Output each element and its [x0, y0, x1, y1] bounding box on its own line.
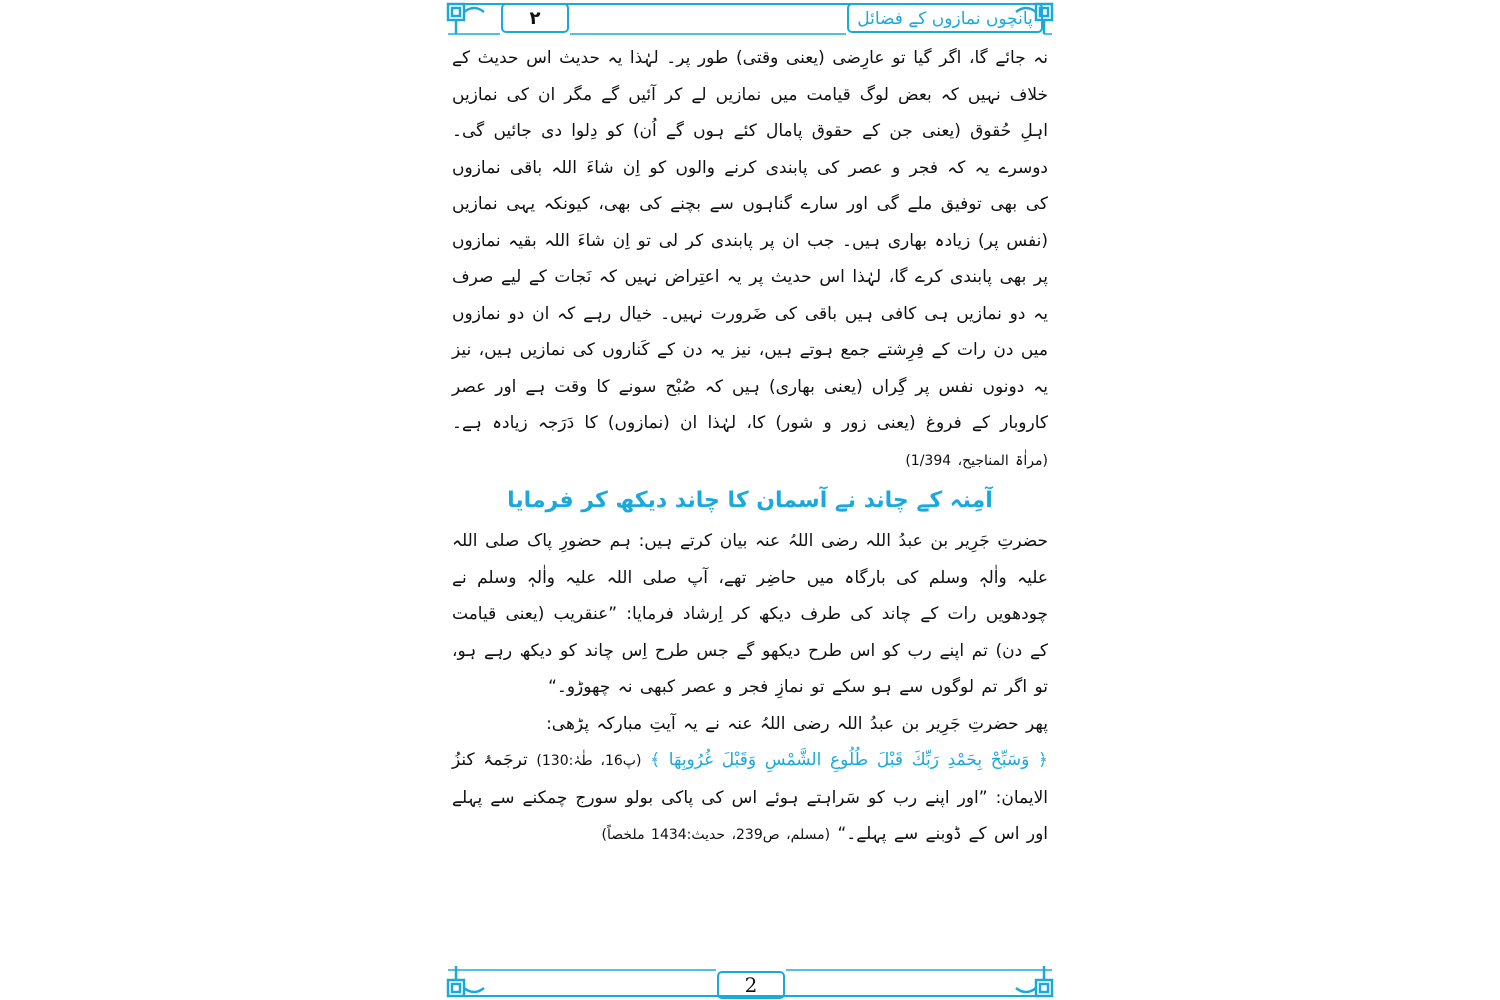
page-content [452, 40, 1048, 854]
header-title: پانچوں نمازوں کے فضائل [857, 8, 1033, 29]
paragraph-1 [452, 40, 1048, 479]
paragraph-3: پھر حضرتِ جَرِیر بن عبدُ اللہ رضی اللہُ عنہ نے یہ آیتِ مبارکہ پڑھی: [546, 713, 1048, 734]
translation-text: ”اور اپنے رب کو سَراہتے ہوئے اس کی پاکی بولو سورج چمکنے سے پہلے اور اس کے ڈوبنے سے پہلے۔“ [452, 787, 1048, 844]
footer-page-number: 2 [744, 973, 758, 997]
quran-reference: (پ16، طٰہٰ:130) [536, 753, 642, 769]
quran-verse-paragraph [452, 742, 1048, 854]
header-page-number: ۲ [529, 7, 541, 29]
translation-label: ترجَمۂ کنزُ الایمان: [452, 750, 1048, 808]
paragraph-1-reference: (مراٰۃ المناجیح، 1/394) [905, 452, 1048, 469]
quran-verse: ﴿ وَسَبِّحْ بِحَمْدِ رَبِّكَ قَبْلَ طُلُوعِ الشَّمْسِ وَقَبْلَ غُرُوبِهَا ﴾ [650, 750, 1048, 770]
paragraph-2: حضرتِ جَرِیر بن عبدُ اللہ رضی اللہُ عنہ بیان کرتے ہیں: ہم حضورِ پاک صلی اللہ علیہ واٰلہٖ وسلم کی بارگاہ میں حاضِر تھے، آپ صلی اللہ علیہ واٰلہٖ وسلم نے چودھویں رات کے چاند کی طرف دیکھ کر اِرشاد فرمایا: ”عنقریب (یعنی قیامت کے دن) تم اپنے رب کو اس طرح دیکھو گے جس طرح اِس چاند کو دیکھ رہے ہو، تو اگر تم لوگوں سے ہو سکے تو نمازِ فجر و عصر کبھی نہ چھوڑو۔“ [452, 531, 1048, 697]
translation-reference: (مسلم، ص239، حدیث:1434 ملخصاً) [601, 827, 831, 843]
paragraph-1-text: نہ جائے گا، اگر گیا تو عارِضی (یعنی وقتی) طور پر۔ لہٰذا یہ حدیث اس حدیث کے خلاف نہیں کہ بعض لوگ قیامت میں نمازیں لے کر آئیں گے مگر ان کی نمازیں اہلِ حُقوق (یعنی جن کے حقوق پامال کئے ہوں گے اُن) کو دِلوا دی جائیں گی۔ دوسرے یہ کہ فجر و عصر کی پابندی کرنے والوں کو اِن شاءَ اللہ باقی نمازوں کی بھی توفیق ملے گی اور سارے گناہوں سے بچنے کی بھی، کیونکہ یہی نمازیں (نفس پر) زیادہ بھاری ہیں۔ جب ان پر پابندی کر لی تو اِن شاءَ اللہ بقیہ نمازوں پر بھی پابندی کرے گا، لہٰذا اس حدیث پر یہ اعتِراض نہیں کہ نَجات کے لیے صرف یہ دو نمازیں ہی کافی ہیں باقی کی ضَرورت نہیں۔ خیال رہے کہ ان دو نمازوں میں دن رات کے فِرِشتے جمع ہوتے ہیں، نیز یہ دن کے کَناروں کی نمازیں ہیں، نیز یہ دونوں نفس پر گِراں (یعنی بھاری) ہیں کہ صُبْح سونے کا وقت ہے اور عصر کاروبار کے فروغ (یعنی زور و شور) کا، لہٰذا ان (نمازوں) کا دَرَجہ زیادہ ہے۔ [452, 48, 1048, 433]
section-heading: آمِنہ کے چاند نے آسمان کا چاند دیکھ کر فرمایا [507, 488, 993, 513]
